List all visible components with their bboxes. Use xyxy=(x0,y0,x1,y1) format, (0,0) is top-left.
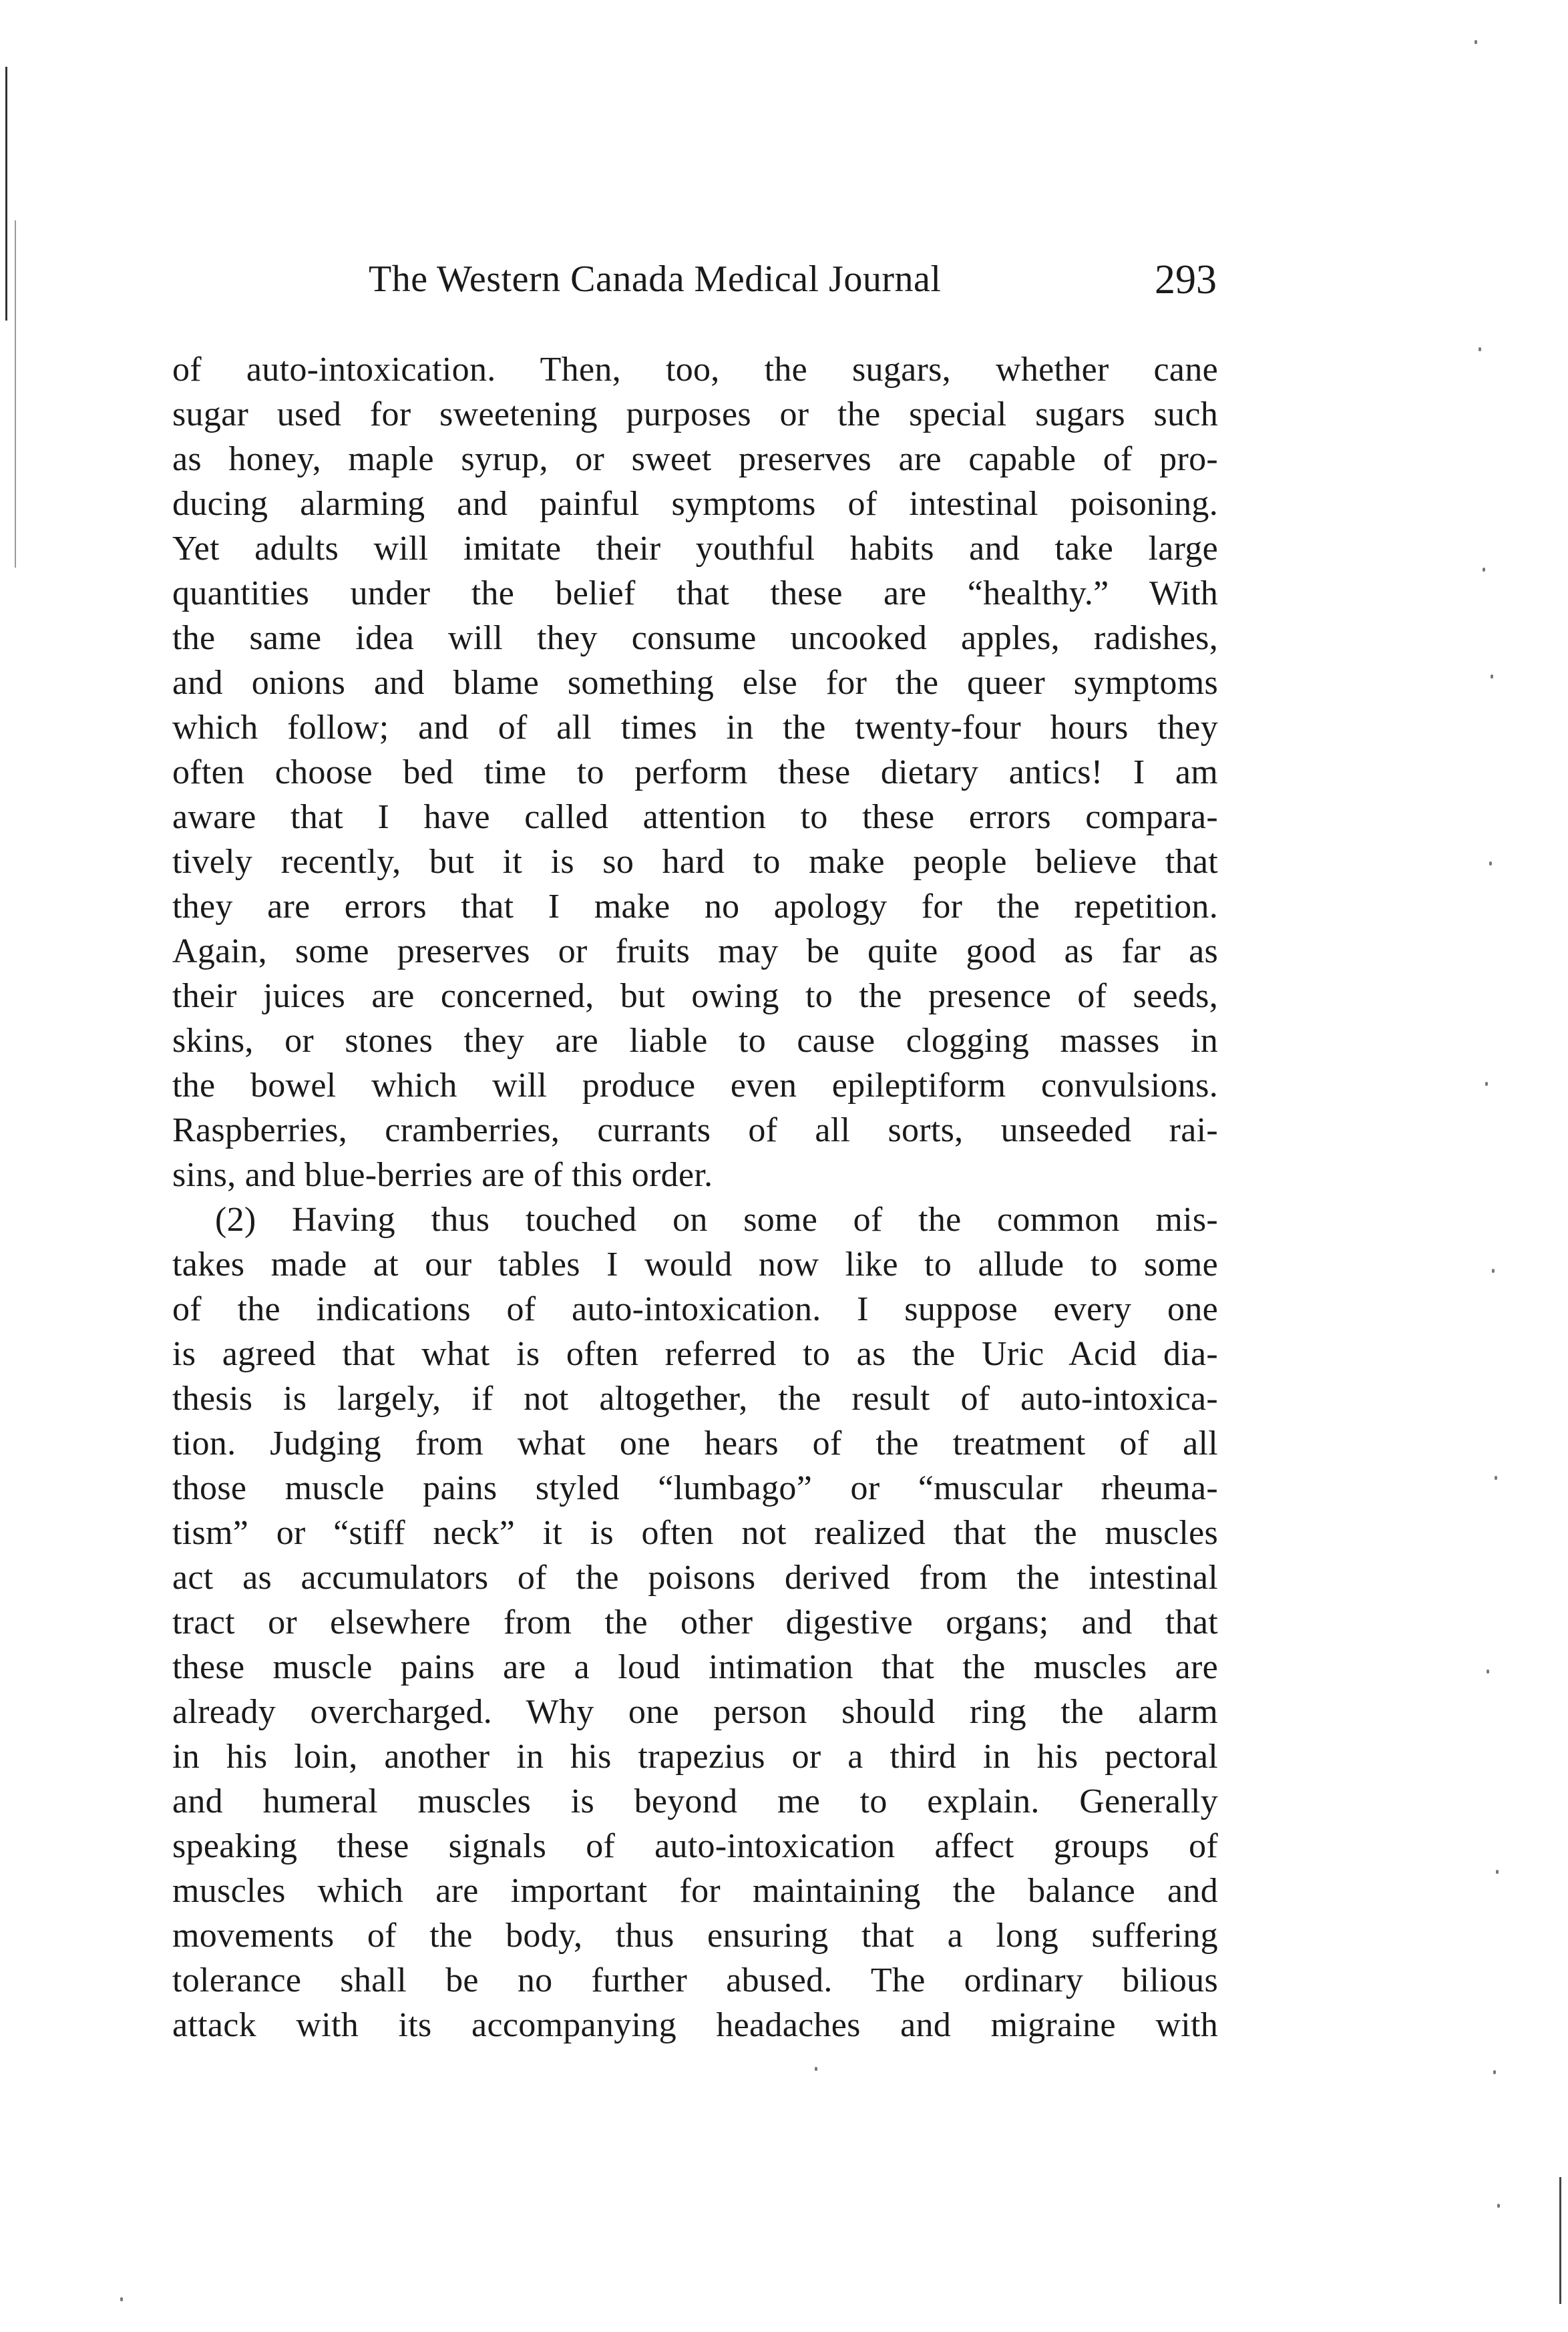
scan-speck xyxy=(1495,1476,1497,1480)
scan-speck xyxy=(815,2067,817,2071)
journal-title: The Western Canada Medical Journal xyxy=(369,258,942,300)
text-line: tism” or “stiff neck” it is often not realized that the muscles xyxy=(172,1514,1218,1552)
text-line: (2) Having thus touched on some of the common mis- xyxy=(215,1201,1218,1239)
text-line: quantities under the belief that these are “healthy.” With xyxy=(172,574,1218,612)
scan-speck xyxy=(120,2297,123,2301)
text-line: the bowel which will produce even epileptiform convulsions. xyxy=(172,1066,1218,1105)
text-line: takes made at our tables I would now like to allude to some xyxy=(172,1245,1218,1284)
scan-speck xyxy=(1491,674,1493,678)
scan-speck xyxy=(1483,568,1485,572)
text-line: tion. Judging from what one hears of the treatment of all xyxy=(172,1424,1218,1463)
text-line: the same idea will they consume uncooked apples, radishes, xyxy=(172,619,1218,657)
text-line: Yet adults will imitate their youthful habits and take large xyxy=(172,530,1218,568)
scan-speck xyxy=(1497,2204,1500,2208)
text-line: they are errors that I make no apology for the repetition. xyxy=(172,888,1218,926)
text-line: and humeral muscles is beyond me to explain. Generally xyxy=(172,1782,1218,1820)
scan-speck xyxy=(1475,40,1477,44)
running-header xyxy=(369,258,1217,318)
text-line: of auto-intoxication. Then, too, the sugars, whether cane xyxy=(172,351,1218,389)
scan-speck xyxy=(1487,1670,1489,1674)
left-binding-shadow-faint xyxy=(15,220,16,568)
scan-speck xyxy=(1492,1269,1495,1273)
text-line: their juices are concerned, but owing to the presence of seeds, xyxy=(172,977,1218,1015)
scan-speck xyxy=(1493,2070,1496,2074)
text-line: and onions and blame something else for the queer symptoms xyxy=(172,664,1218,702)
text-line: ducing alarming and painful symptoms of intestinal poisoning. xyxy=(172,485,1218,523)
text-line: act as accumulators of the poisons derived from the intestinal xyxy=(172,1559,1218,1597)
scan-speck xyxy=(1479,347,1481,351)
scan-speck xyxy=(1485,1082,1488,1086)
text-line: of the indications of auto-intoxication. I suppose every one xyxy=(172,1290,1218,1328)
text-line: already overcharged. Why one person should ring the alarm xyxy=(172,1693,1218,1731)
text-line: tract or elsewhere from the other digestive organs; and that xyxy=(172,1603,1218,1641)
text-line: muscles which are important for maintaining the balance and xyxy=(172,1872,1218,1910)
text-line: speaking these signals of auto-intoxication affect groups of xyxy=(172,1827,1218,1865)
text-line: sugar used for sweetening purposes or the special sugars such xyxy=(172,395,1218,433)
text-line: attack with its accompanying headaches and migraine with xyxy=(172,2006,1218,2044)
text-line: skins, or stones they are liable to cause clogging masses in xyxy=(172,1022,1218,1060)
text-line: movements of the body, thus ensuring that a long suffering xyxy=(172,1917,1218,1955)
text-line: these muscle pains are a loud intimation that the muscles are xyxy=(172,1648,1218,1686)
left-binding-shadow xyxy=(5,67,7,321)
scan-speck xyxy=(1489,861,1492,865)
text-line: sins, and blue-berries are of this order. xyxy=(172,1156,713,1194)
text-line: often choose bed time to perform these dietary antics! I am xyxy=(172,753,1218,791)
body-text xyxy=(172,347,1218,2048)
text-line: Raspberries, cramberries, currants of all sorts, unseeded rai- xyxy=(172,1111,1218,1149)
scan-speck xyxy=(1496,1870,1499,1874)
text-line: in his loin, another in his trapezius or a third in his pectoral xyxy=(172,1738,1218,1776)
text-line: is agreed that what is often referred to as the Uric Acid dia- xyxy=(172,1335,1218,1373)
text-line: tolerance shall be no further abused. The ordinary bilious xyxy=(172,1961,1218,1999)
right-edge-mark xyxy=(1559,2177,1561,2304)
text-line: tively recently, but it is so hard to make people believe that xyxy=(172,843,1218,881)
text-line: aware that I have called attention to these errors compara- xyxy=(172,798,1218,836)
text-line: as honey, maple syrup, or sweet preserves are capable of pro- xyxy=(172,440,1218,478)
page-number: 293 xyxy=(1155,257,1217,303)
text-line: which follow; and of all times in the twenty-four hours they xyxy=(172,709,1218,747)
text-line: those muscle pains styled “lumbago” or “muscular rheuma- xyxy=(172,1469,1218,1507)
text-line: thesis is largely, if not altogether, the result of auto-intoxica- xyxy=(172,1380,1218,1418)
text-line: Again, some preserves or fruits may be quite good as far as xyxy=(172,932,1218,970)
